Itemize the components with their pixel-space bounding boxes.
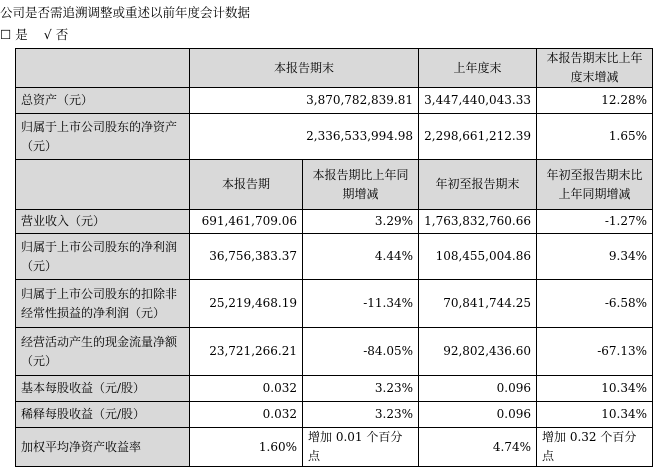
table-row [16,376,653,402]
basic-eps-period: 0.032 [190,376,303,402]
weighted-roe-ytd: 4.74% [419,428,537,467]
net-assets-change: 1.65% [537,114,653,160]
top-header-period-end: 本报告期末 [190,49,419,88]
yes-checkbox[interactable]: ☐ [0,27,12,42]
diluted-eps-period: 0.032 [190,402,303,428]
total-assets-period-end: 3,870,782,839.81 [190,88,419,114]
bottom-header-period-change: 本报告期比上年同期增减 [303,160,419,210]
basic-eps-ytd-change: 10.34% [537,376,653,402]
operating-cash-flow-ytd-change: -67.13% [537,328,653,376]
key-financial-data-table [15,48,653,467]
weighted-roe-period: 1.60% [190,428,303,467]
adjusted-net-profit-ytd-change: -6.58% [537,280,653,328]
row-label-operating-cash-flow: 经营活动产生的现金流量净额（元） [16,328,190,376]
table-row [16,280,653,328]
restatement-answer [0,25,72,43]
basic-eps-ytd: 0.096 [419,376,537,402]
table-row [16,328,653,376]
row-label-adjusted-net-profit: 归属于上市公司股东的扣除非经常性损益的净利润（元） [16,280,190,328]
diluted-eps-ytd-change: 10.34% [537,402,653,428]
row-label-basic-eps: 基本每股收益（元/股） [16,376,190,402]
yes-label: 是 [15,27,28,42]
no-checkmark-icon: √ [43,27,52,42]
row-label-net-profit: 归属于上市公司股东的净利润（元） [16,234,190,280]
net-profit-ytd-change: 9.34% [537,234,653,280]
row-label-total-assets: 总资产（元） [16,88,190,114]
bottom-header-ytd: 年初至报告期末 [419,160,537,210]
adjusted-net-profit-period-change: -11.34% [303,280,419,328]
revenue-period-change: 3.29% [303,210,419,234]
bottom-header-ytd-change: 年初至报告期末比上年同期增减 [537,160,653,210]
basic-eps-period-change: 3.23% [303,376,419,402]
row-label-revenue: 营业收入（元） [16,210,190,234]
weighted-roe-period-change: 增加 0.01 个百分点 [303,428,419,467]
table-row [16,234,653,280]
top-header-corner [16,49,190,88]
net-assets-period-end: 2,336,533,994.98 [190,114,419,160]
table-row [16,402,653,428]
operating-cash-flow-ytd: 92,802,436.60 [419,328,537,376]
row-label-net-assets: 归属于上市公司股东的净资产（元） [16,114,190,160]
net-assets-prior-year-end: 2,298,661,212.39 [419,114,537,160]
operating-cash-flow-period: 23,721,266.21 [190,328,303,376]
diluted-eps-ytd: 0.096 [419,402,537,428]
no-label: 否 [55,27,69,42]
net-profit-ytd: 108,455,004.86 [419,234,537,280]
table-row [16,210,653,234]
weighted-roe-ytd-change: 增加 0.32 个百分点 [537,428,653,467]
total-assets-prior-year-end: 3,447,440,043.33 [419,88,537,114]
revenue-period: 691,461,709.06 [190,210,303,234]
bottom-header-row [16,160,653,210]
adjusted-net-profit-period: 25,219,468.19 [190,280,303,328]
revenue-ytd: 1,763,832,760.66 [419,210,537,234]
row-label-diluted-eps: 稀释每股收益（元/股） [16,402,190,428]
top-header-change: 本报告期末比上年度末增减 [537,49,653,88]
revenue-ytd-change: -1.27% [537,210,653,234]
bottom-header-corner [16,160,190,210]
bottom-header-period: 本报告期 [190,160,303,210]
total-assets-change: 12.28% [537,88,653,114]
table-row [16,88,653,114]
table-row [16,428,653,467]
top-header-row [16,49,653,88]
adjusted-net-profit-ytd: 70,841,744.25 [419,280,537,328]
top-header-prior-year-end: 上年度末 [419,49,537,88]
net-profit-period: 36,756,383.37 [190,234,303,280]
restatement-question: 公司是否需追溯调整或重述以前年度会计数据 [0,5,251,20]
table-row [16,114,653,160]
diluted-eps-period-change: 3.23% [303,402,419,428]
row-label-weighted-roe: 加权平均净资产收益率 [16,428,190,467]
operating-cash-flow-period-change: -84.05% [303,328,419,376]
net-profit-period-change: 4.44% [303,234,419,280]
